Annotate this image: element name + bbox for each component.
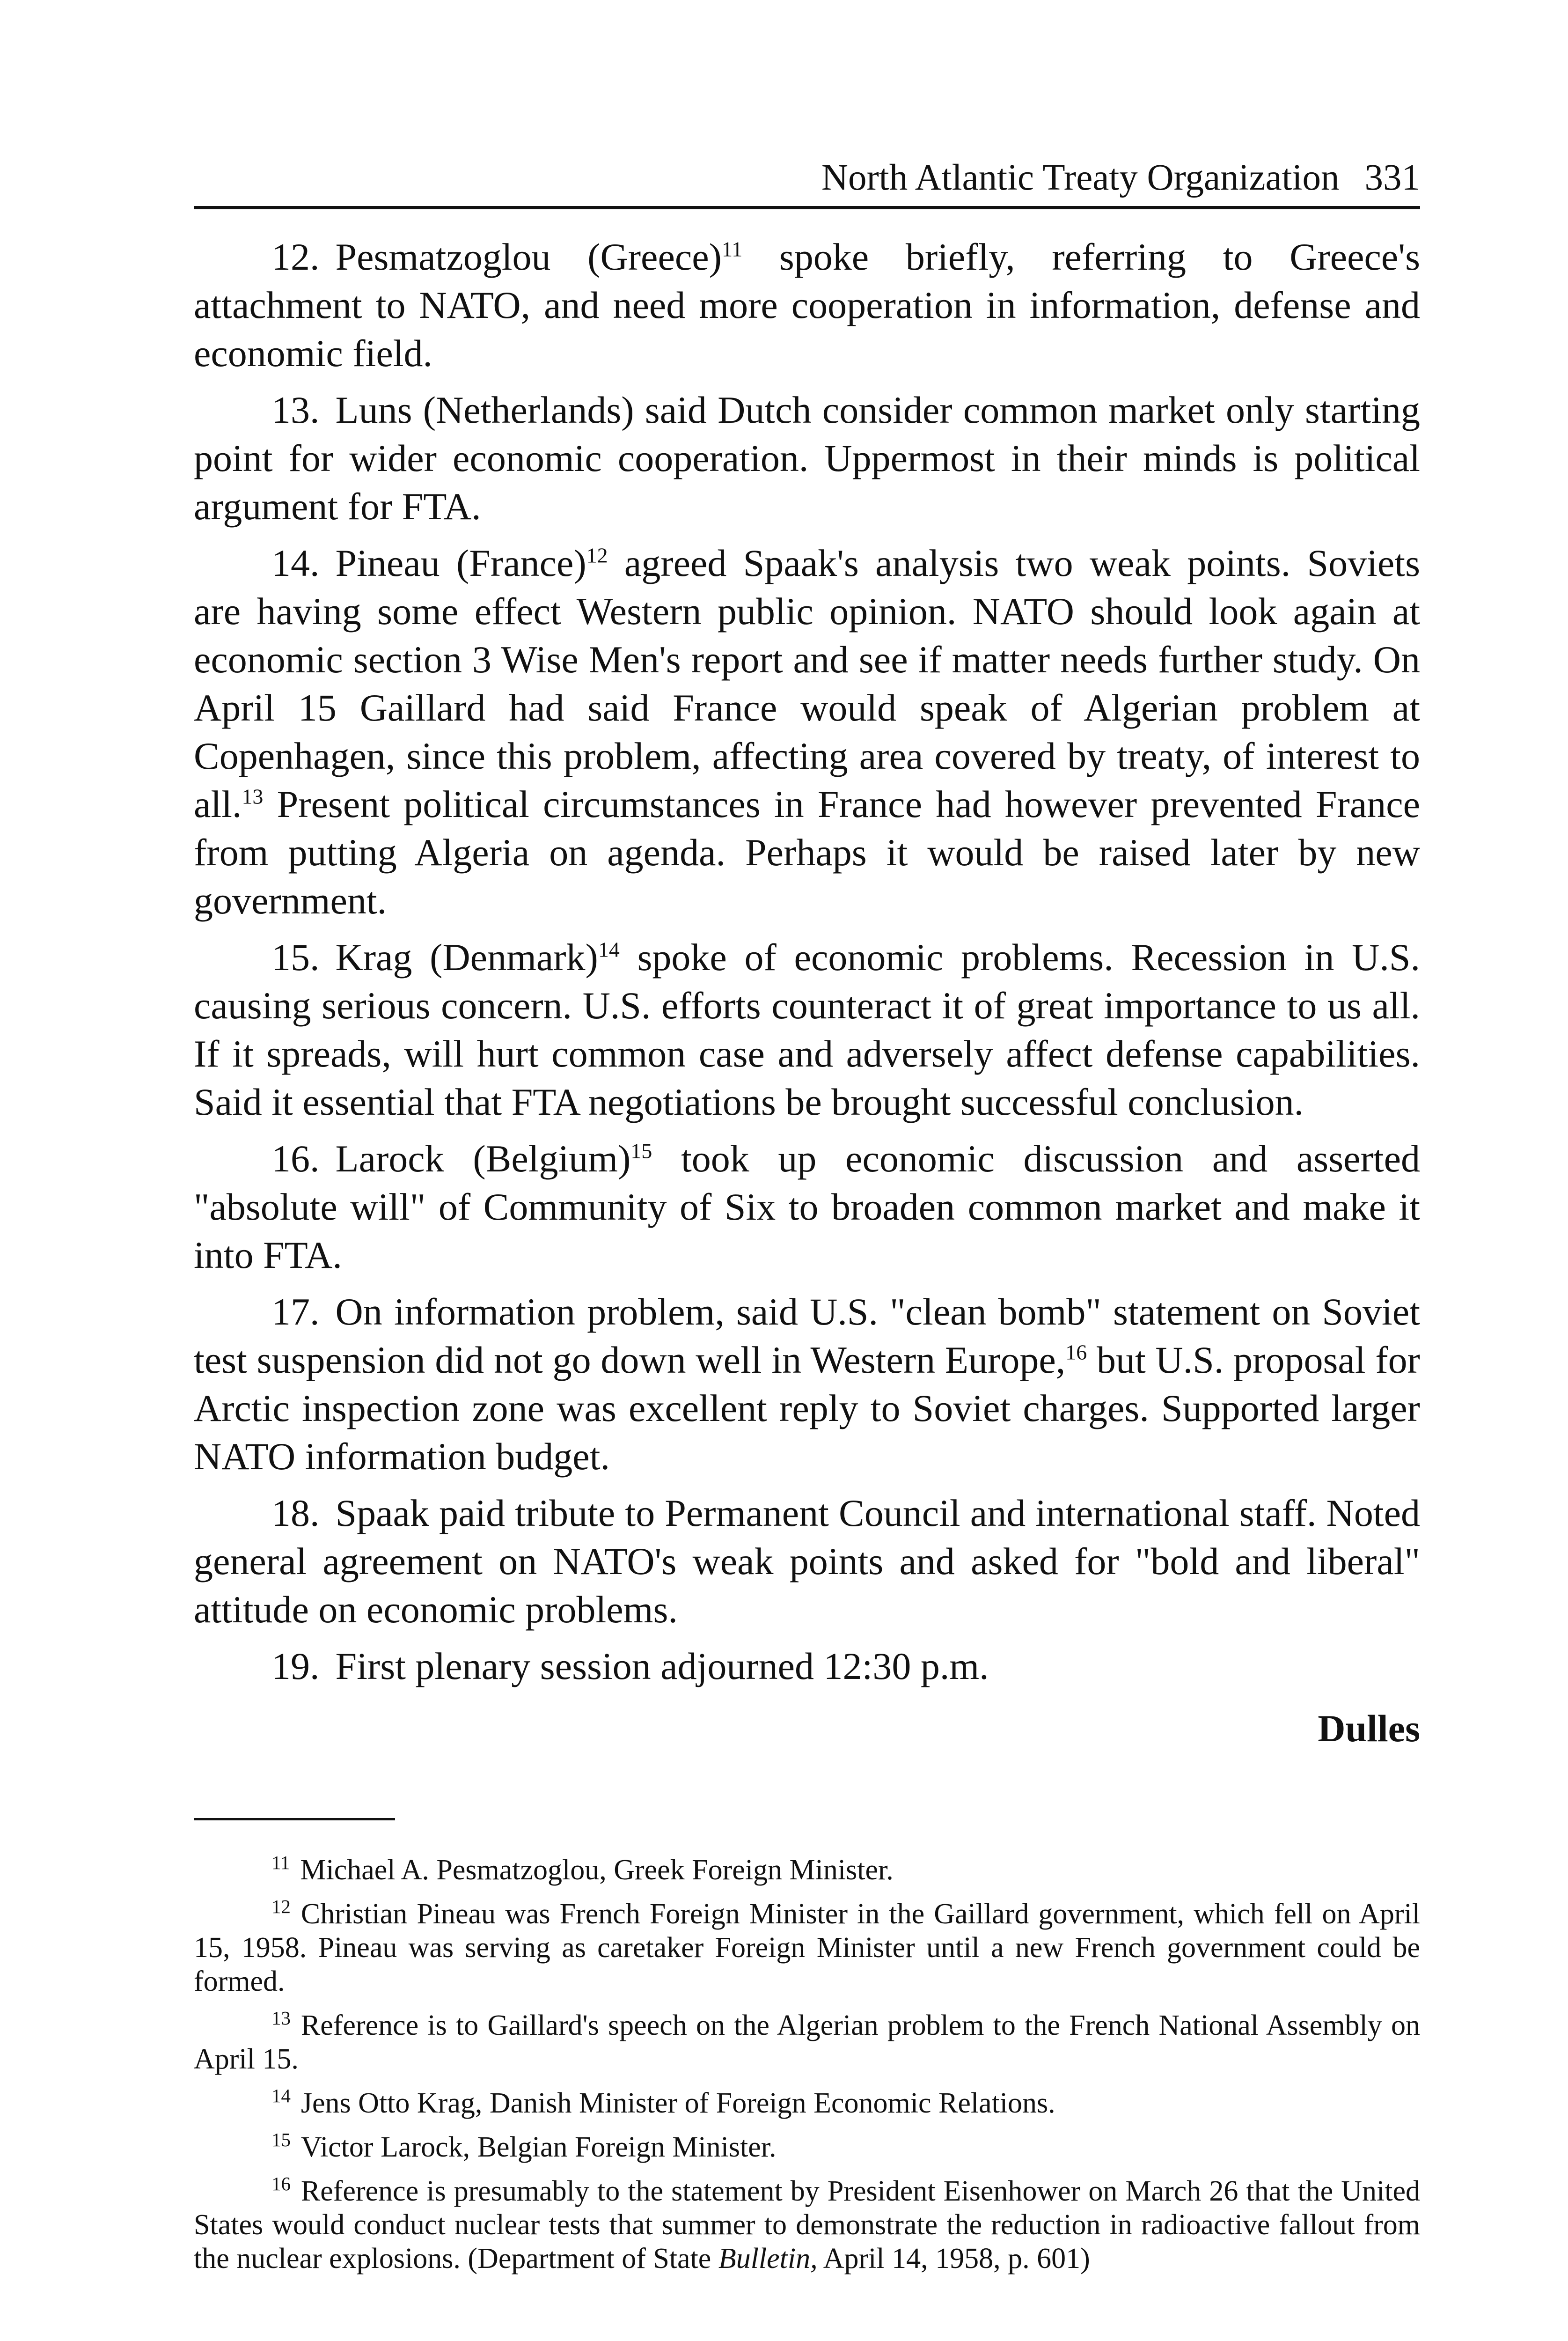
footnote-number: 16 (271, 2173, 291, 2194)
signature: Dulles (1318, 1707, 1420, 1750)
footnote (194, 1897, 1420, 1998)
page-number: 331 (1364, 157, 1420, 198)
running-head-title: North Atlantic Treaty Organization (821, 157, 1340, 198)
footnote (194, 2009, 1420, 2076)
footnote-number: 12 (271, 1896, 291, 1917)
footnote-number: 13 (271, 2007, 291, 2029)
paragraph-text: Krag (Denmark) (335, 936, 598, 979)
footnote-reference: 14 (598, 937, 620, 962)
footnote-number: 11 (271, 1852, 290, 1873)
footnote-number: 15 (271, 2129, 291, 2150)
footnote (194, 2174, 1420, 2275)
paragraph (194, 1134, 1420, 1279)
footnote-reference: 15 (630, 1139, 652, 1163)
paragraph-text: Spaak paid tribute to Permanent Council and international staff. Noted general agreement on NATO's weak points and asked for "bold and liberal" attitude on economic problems. (194, 1492, 1420, 1631)
paragraph-text: Pesmatzoglou (Greece) (335, 236, 722, 278)
footnote-text: Reference is to Gaillard's speech on the Algerian problem to the French National Assembly on April 15. (194, 2010, 1420, 2075)
paragraph (194, 539, 1420, 925)
document-page (194, 159, 1420, 2286)
paragraph-text: Luns (Netherlands) said Dutch consider common market only starting point for wider economic cooperation. Uppermost in their minds is political argument for FTA. (194, 389, 1420, 528)
paragraph-text: spoke briefly, referring to Greece's attachment to NATO, and need more cooperation in information, defense and economic field. (194, 236, 1420, 375)
paragraph-text: took up economic discussion and asserted "absolute will" of Community of Six to broaden common market and make it into FTA. (194, 1137, 1420, 1276)
paragraph-text: Present political circumstances in France had however prevented France from putting Algeria on agenda. Perhaps it would be raised later by new government. (194, 783, 1420, 922)
footnote-reference: 16 (1065, 1340, 1087, 1364)
footnote-number: 14 (271, 2085, 291, 2106)
paragraph-text: spoke of economic problems. Recession in U.S. causing serious concern. U.S. efforts counteract it of great importance to us all. If it spreads, will hurt common case and adversely affect defense capabilities. Said it essential that FTA negotiations be brought successful conclusion. (194, 936, 1420, 1123)
paragraph-number: 13. (271, 389, 320, 431)
footnote-text: Reference is presumably to the statement by President Eisenhower on March 26 that the United States would conduct nuclear tests that summer to demonstrate the reduction in radioactive fallout from the nuclear explosions. (Department of State (194, 2175, 1420, 2275)
footnote-text: Michael A. Pesmatzoglou, Greek Foreign Minister. (300, 1854, 894, 1886)
paragraph-text: Larock (Belgium) (335, 1137, 631, 1180)
footnote-rule (194, 1818, 395, 1820)
paragraph (194, 1642, 1420, 1690)
body-text (194, 233, 1420, 1690)
footnote-text: Christian Pineau was French Foreign Minister in the Gaillard government, which fell on April 15, 1958. Pineau was serving as caretaker Foreign Minister until a new French government could be formed. (194, 1898, 1420, 1997)
paragraph-number: 14. (271, 542, 320, 584)
footnote (194, 2086, 1420, 2120)
header-rule (194, 206, 1420, 209)
paragraph (194, 933, 1420, 1126)
paragraph-number: 18. (271, 1492, 320, 1534)
footnotes (194, 1853, 1420, 2275)
footnote-reference: 11 (721, 237, 743, 261)
paragraph-number: 17. (271, 1290, 320, 1333)
paragraph-number: 16. (271, 1137, 320, 1180)
paragraph (194, 1288, 1420, 1480)
footnote-text: April 14, 1958, p. 601) (817, 2243, 1090, 2275)
footnote-reference: 13 (242, 784, 264, 809)
paragraph-number: 12. (271, 236, 320, 278)
paragraph-text: agreed Spaak's analysis two weak points. Soviets are having some effect Western public opinion. NATO should look again at economic section 3 Wise Men's report and see if matter needs further study. On April 15 Gaillard had said France would speak of Algerian problem at Copenhagen, since this problem, affecting area covered by treaty, of interest to all. (194, 542, 1420, 825)
footnote-italic-text: Bulletin, (718, 2243, 818, 2275)
paragraph-text: but U.S. proposal for Arctic inspection zone was excellent reply to Soviet charges. Supported larger NATO information budget. (194, 1339, 1420, 1478)
paragraph (194, 386, 1420, 530)
footnote-text: Jens Otto Krag, Danish Minister of Foreign Economic Relations. (300, 2087, 1055, 2119)
paragraph-number: 19. (271, 1645, 320, 1687)
paragraph-number: 15. (271, 936, 320, 979)
footnote-reference: 12 (586, 543, 608, 567)
paragraph (194, 233, 1420, 377)
footnote (194, 1853, 1420, 1887)
paragraph-text: First plenary session adjourned 12:30 p.m. (335, 1645, 989, 1687)
paragraph-text: On information problem, said U.S. "clean bomb" statement on Soviet test suspension did not go down well in Western Europe, (194, 1290, 1420, 1381)
paragraph-text: Pineau (France) (335, 542, 586, 584)
footnote-text: Victor Larock, Belgian Foreign Minister. (300, 2131, 777, 2163)
running-head (194, 159, 1420, 198)
paragraph (194, 1489, 1420, 1634)
footnote (194, 2130, 1420, 2164)
